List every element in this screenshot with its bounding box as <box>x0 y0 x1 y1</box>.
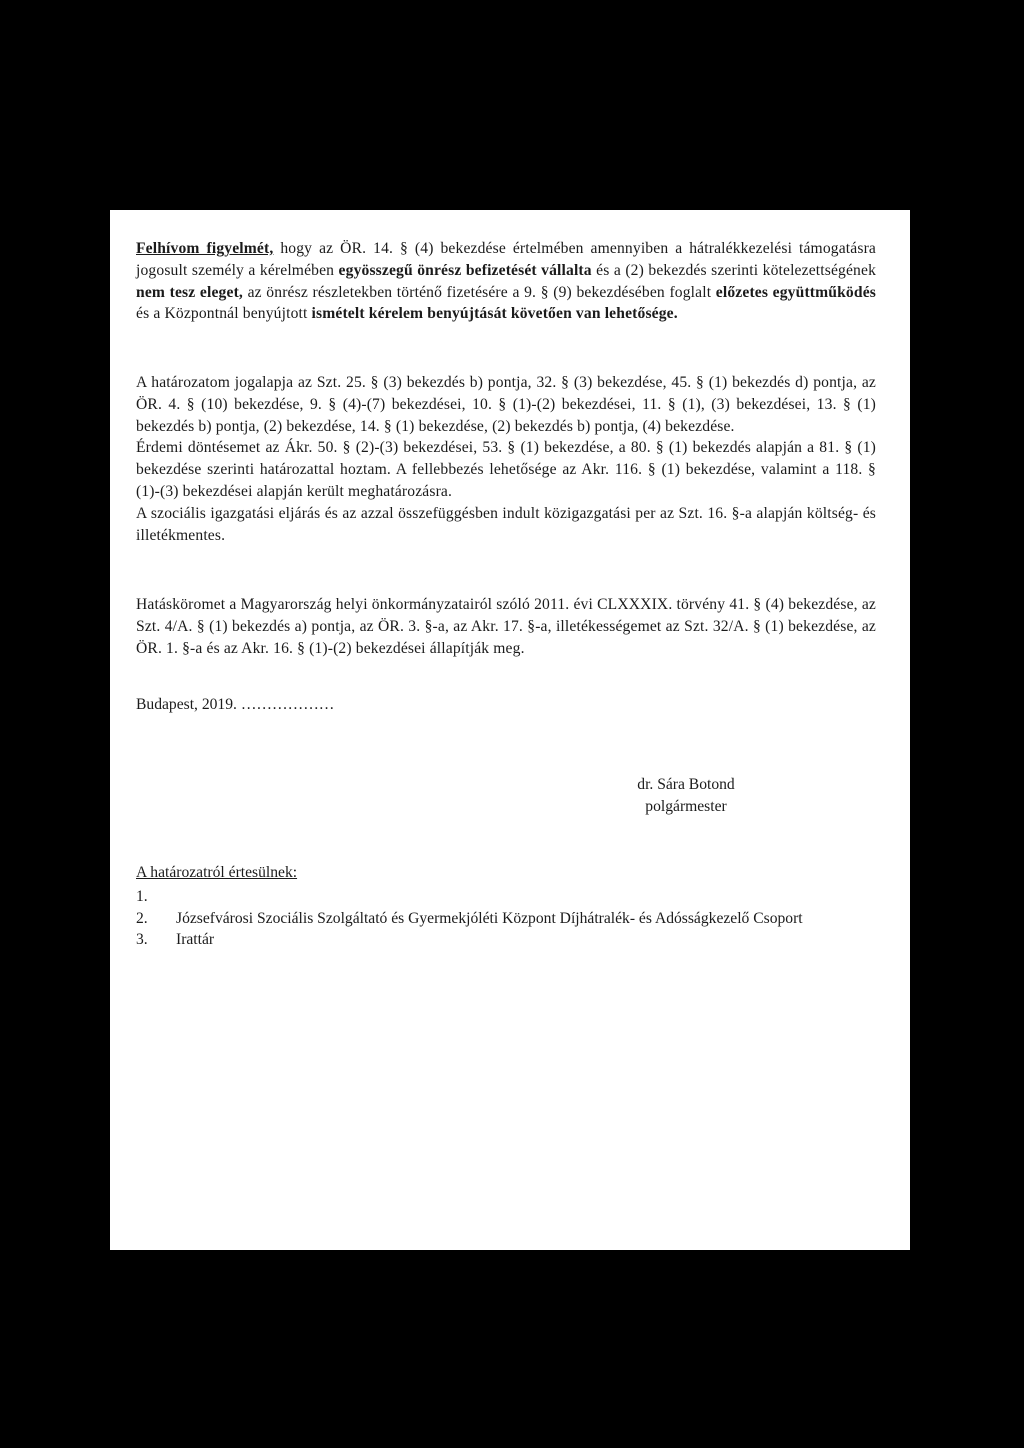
list-item-text: Irattár <box>176 931 215 948</box>
notice-text-3: az önrész részletekben történő fizetésére a 9. § (9) bekezdésében foglalt <box>242 283 716 301</box>
notice-text-4: és a Központnál benyújtott <box>136 305 312 323</box>
notice-bold-4: ismételt kérelem benyújtását követően van lehetősége. <box>311 305 678 323</box>
notification-title: A határozatról értesülnek: <box>136 864 298 881</box>
list-item-number: 2. <box>136 909 148 927</box>
list-item-text <box>176 886 896 908</box>
list-item <box>136 908 896 930</box>
list-item <box>136 886 896 908</box>
notice-text-1: hogy az ÖR. 14. § (4) bekezdése értelmében amennyiben a hátralékkezelési támogatásra jogosult személy a kérelmében <box>136 240 876 279</box>
notice-bold-2: nem tesz eleget, <box>136 283 243 301</box>
competence-paragraph: Hatásköromet a Magyarország helyi önkormányzatairól szóló 2011. évi CLXXXIX. törvény 41. § (4) bekezdése, az Szt. 4/A. § (1) bekezdés a) pontja, az ÖR. 3. §-a, az Akr. 17. §-a, illetékességemet az Szt. 32/A. § (1) bekezdése, az ÖR. 1. §-a és az Akr. 16. § (1)-(2) bekezdései állapítják meg. <box>136 596 876 657</box>
list-item-number: 3. <box>136 931 148 948</box>
notice-bold-3: előzetes együttműködés <box>715 283 876 301</box>
signatory-title: polgármester <box>645 798 727 815</box>
notification-list <box>136 886 896 951</box>
list-item <box>136 929 896 951</box>
list-item-text: Józsefvárosi Szociális Szolgáltató és Gyermekjóléti Központ Díjhátralék- és Adósságkezelő Csoport <box>176 909 803 927</box>
notice-paragraph <box>136 238 876 325</box>
signatory-name: dr. Sára Botond <box>637 776 735 793</box>
list-item-number: 1. <box>136 888 148 905</box>
document-page <box>110 210 910 1250</box>
date-line: Budapest, 2019. ……………… <box>136 696 335 713</box>
cost-exemption-text: A szociális igazgatási eljárás és az azzal összefüggésben indult közigazgatási per az Szt. 16. §-a alapján költség- és illetékmentes. <box>136 504 876 544</box>
legal-basis-paragraph <box>136 372 876 546</box>
notice-text-2: és a (2) bekezdés szerinti kötelezettségének <box>591 261 877 279</box>
notice-lead: Felhívom figyelmét, <box>136 240 274 257</box>
legal-basis-text: A határozatom jogalapja az Szt. 25. § (3) bekezdés b) pontja, 32. § (3) bekezdése, 45. § (1) bekezdés d) pontja, az ÖR. 4. § (10) bekezdése, 9. § (4)-(7) bekezdései, 10. § (1)-(2) bekezdései, 11. § (1), (3) bekezdései, 13. § (1) bekezdés b) pontja, (2) bekezdése, 14. § (1) bekezdése, (2) bekezdés b) pontja, (4) bekezdése. <box>136 374 876 435</box>
decision-basis-text: Érdemi döntésemet az Ákr. 50. § (2)-(3) bekezdései, 53. § (1) bekezdése, a 80. § (1) bekezdés alapján a 81. § (1) bekezdése szerinti határozattal hoztam. A fellebbezés lehetősége az Akr. 116. § (1) bekezdése, valamint a 118. § (1)-(3) bekezdései alapján került meghatározásra. <box>136 439 876 500</box>
signature-block <box>586 774 786 818</box>
notice-bold-1: egyösszegű önrész befizetését vállalta <box>338 261 592 279</box>
